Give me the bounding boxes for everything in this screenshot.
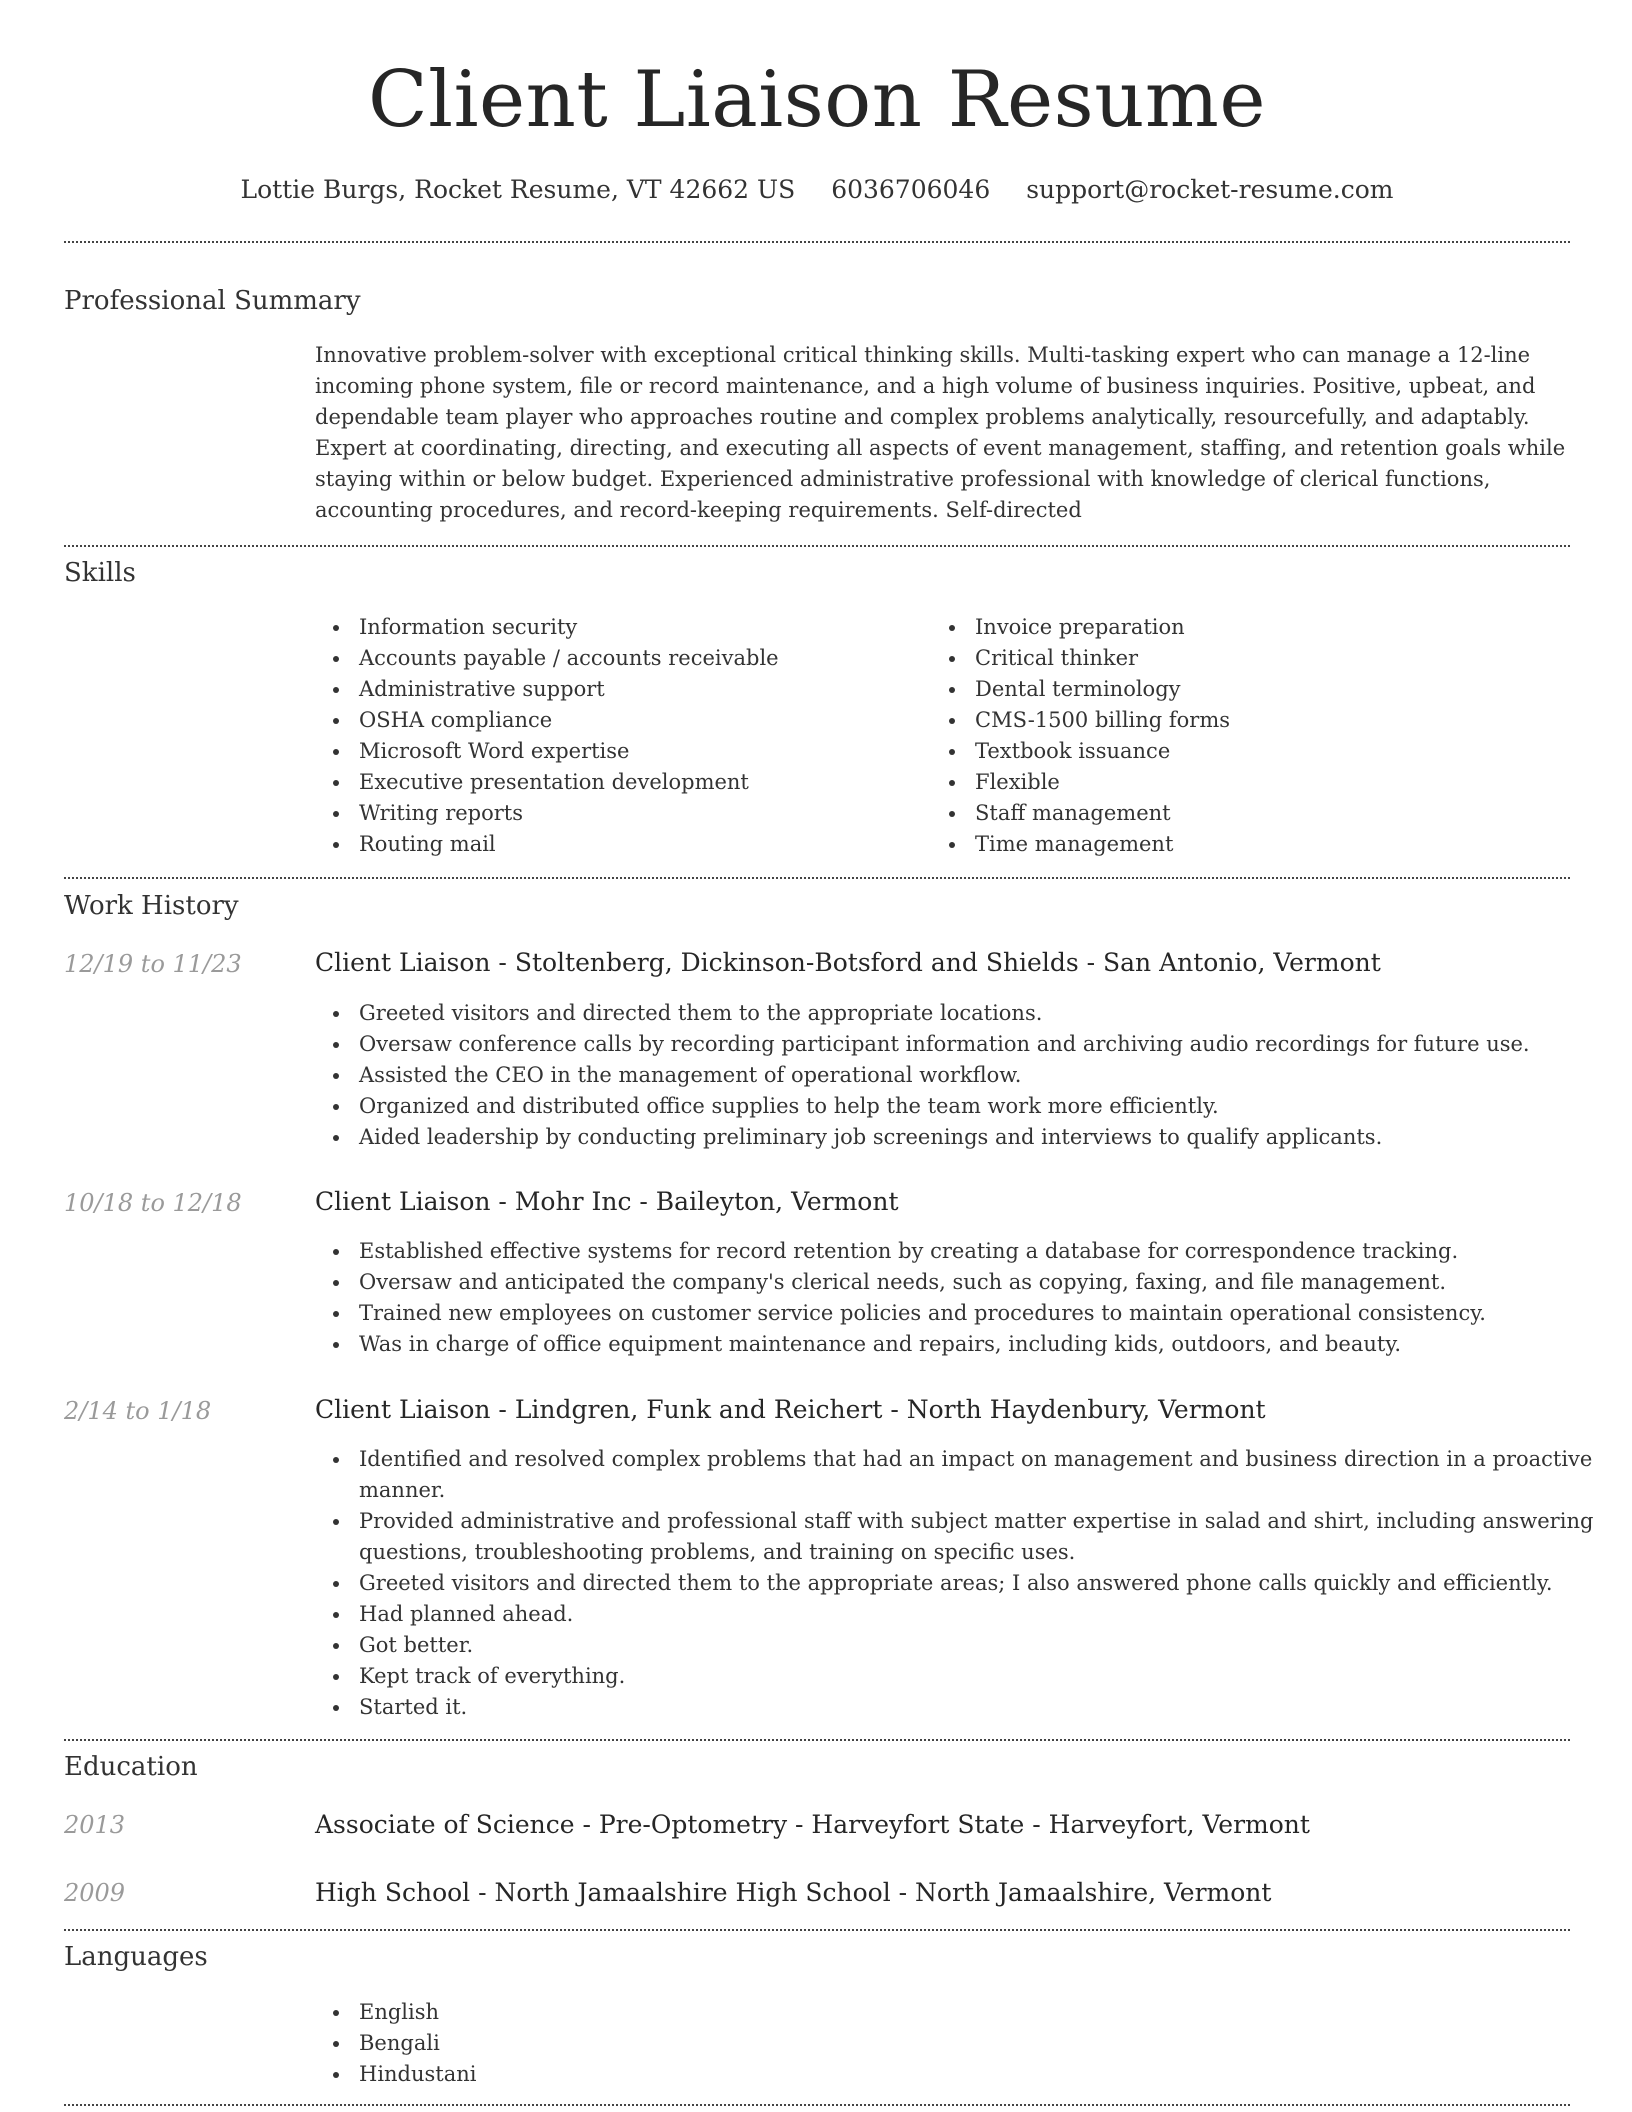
job-bullet: Had planned ahead. <box>315 1599 1615 1630</box>
section-divider <box>64 545 1570 547</box>
resume-title: Client Liaison Resume <box>367 55 1267 145</box>
skill-item: Dental terminology <box>931 674 1531 705</box>
skill-item: Critical thinker <box>931 643 1531 674</box>
skill-item: Flexible <box>931 767 1531 798</box>
skill-item: Administrative support <box>315 674 915 705</box>
skill-item: Writing reports <box>315 798 915 829</box>
skills-heading: Skills <box>64 558 136 588</box>
summary-text: Innovative problem-solver with exceptional critical thinking skills. Multi-tasking expert who can manage a 12-line incoming phone system, file or record maintenance, and a high volume of business inquiries. Positive, upbeat, and dependable team player who approaches routine and complex problems analytically, resourcefully, and adaptably. Expert at coordinating, directing, and executing all aspects of event management, staffing, and retention goals while staying within or below budget. Experienced administrative professional with knowledge of clerical functions, accounting procedures, and record-keeping requirements. Self-directed <box>315 343 1566 522</box>
skill-item: Executive presentation development <box>315 767 915 798</box>
skills-list-right <box>931 612 1531 860</box>
job-dates: 2/14 to 1/18 <box>64 1397 212 1425</box>
skill-item: OSHA compliance <box>315 705 915 736</box>
language-item: English <box>315 1997 1570 2028</box>
contact-line <box>64 170 1570 210</box>
skill-item: Accounts payable / accounts receivable <box>315 643 915 674</box>
skill-item: Information security <box>315 612 915 643</box>
job-bullets <box>315 1236 1570 1360</box>
section-divider <box>64 2104 1570 2106</box>
job-bullet: Aided leadership by conducting preliminary job screenings and interviews to qualify applicants. <box>315 1122 1570 1153</box>
language-item: Hindustani <box>315 2059 1570 2090</box>
contact-email: support@rocket-resume.com <box>1026 175 1394 204</box>
section-divider <box>64 241 1570 243</box>
job-title: Client Liaison - Stoltenberg, Dickinson-Botsford and Shields - San Antonio, Vermont <box>315 948 1381 977</box>
job-bullets <box>315 998 1570 1153</box>
skill-item: Microsoft Word expertise <box>315 736 915 767</box>
skill-item: Invoice preparation <box>931 612 1531 643</box>
job-bullet: Got better. <box>315 1630 1615 1661</box>
education-year: 2013 <box>64 1811 126 1839</box>
skill-item: CMS-1500 billing forms <box>931 705 1531 736</box>
section-divider <box>64 877 1570 879</box>
contact-phone: 6036706046 <box>831 175 991 204</box>
job-dates: 12/19 to 11/23 <box>64 950 242 978</box>
education-heading: Education <box>64 1752 198 1782</box>
education-title: High School - North Jamaalshire High School - North Jamaalshire, Vermont <box>315 1878 1272 1907</box>
skill-item: Staff management <box>931 798 1531 829</box>
job-bullet: Provided administrative and professional staff with subject matter expertise in salad and shirt, including answering questions, troubleshooting problems, and training on specific uses. <box>315 1506 1615 1568</box>
languages-list <box>315 1997 1570 2090</box>
language-item: Bengali <box>315 2028 1570 2059</box>
job-bullet: Greeted visitors and directed them to the appropriate areas; I also answered phone calls quickly and efficiently. <box>315 1568 1615 1599</box>
summary-heading: Professional Summary <box>64 286 361 316</box>
skill-item: Time management <box>931 829 1531 860</box>
skills-list-left <box>315 612 915 860</box>
section-divider <box>64 1929 1570 1931</box>
work-heading: Work History <box>64 891 239 921</box>
job-bullet: Organized and distributed office supplies to help the team work more efficiently. <box>315 1091 1570 1122</box>
job-dates: 10/18 to 12/18 <box>64 1189 242 1217</box>
education-title: Associate of Science - Pre-Optometry - Harveyfort State - Harveyfort, Vermont <box>315 1810 1310 1839</box>
job-bullets <box>315 1444 1615 1723</box>
education-year: 2009 <box>64 1879 126 1907</box>
languages-heading: Languages <box>64 1942 208 1972</box>
job-bullet: Greeted visitors and directed them to the appropriate locations. <box>315 998 1570 1029</box>
skill-item: Routing mail <box>315 829 915 860</box>
job-bullet: Identified and resolved complex problems that had an impact on management and business direction in a proactive manner. <box>315 1444 1615 1506</box>
job-bullet: Oversaw conference calls by recording participant information and archiving audio recordings for future use. <box>315 1029 1570 1060</box>
section-divider <box>64 1739 1570 1741</box>
contact-address: Lottie Burgs, Rocket Resume, VT 42662 US <box>240 175 796 204</box>
job-bullet: Oversaw and anticipated the company's clerical needs, such as copying, faxing, and file management. <box>315 1267 1570 1298</box>
job-bullet: Trained new employees on customer service policies and procedures to maintain operational consistency. <box>315 1298 1570 1329</box>
job-title: Client Liaison - Lindgren, Funk and Reichert - North Haydenbury, Vermont <box>315 1395 1266 1424</box>
job-bullet: Started it. <box>315 1692 1615 1723</box>
job-bullet: Assisted the CEO in the management of operational workflow. <box>315 1060 1570 1091</box>
job-title: Client Liaison - Mohr Inc - Baileyton, Vermont <box>315 1187 899 1216</box>
job-bullet: Established effective systems for record retention by creating a database for correspondence tracking. <box>315 1236 1570 1267</box>
skill-item: Textbook issuance <box>931 736 1531 767</box>
job-bullet: Kept track of everything. <box>315 1661 1615 1692</box>
job-bullet: Was in charge of office equipment maintenance and repairs, including kids, outdoors, and beauty. <box>315 1329 1570 1360</box>
